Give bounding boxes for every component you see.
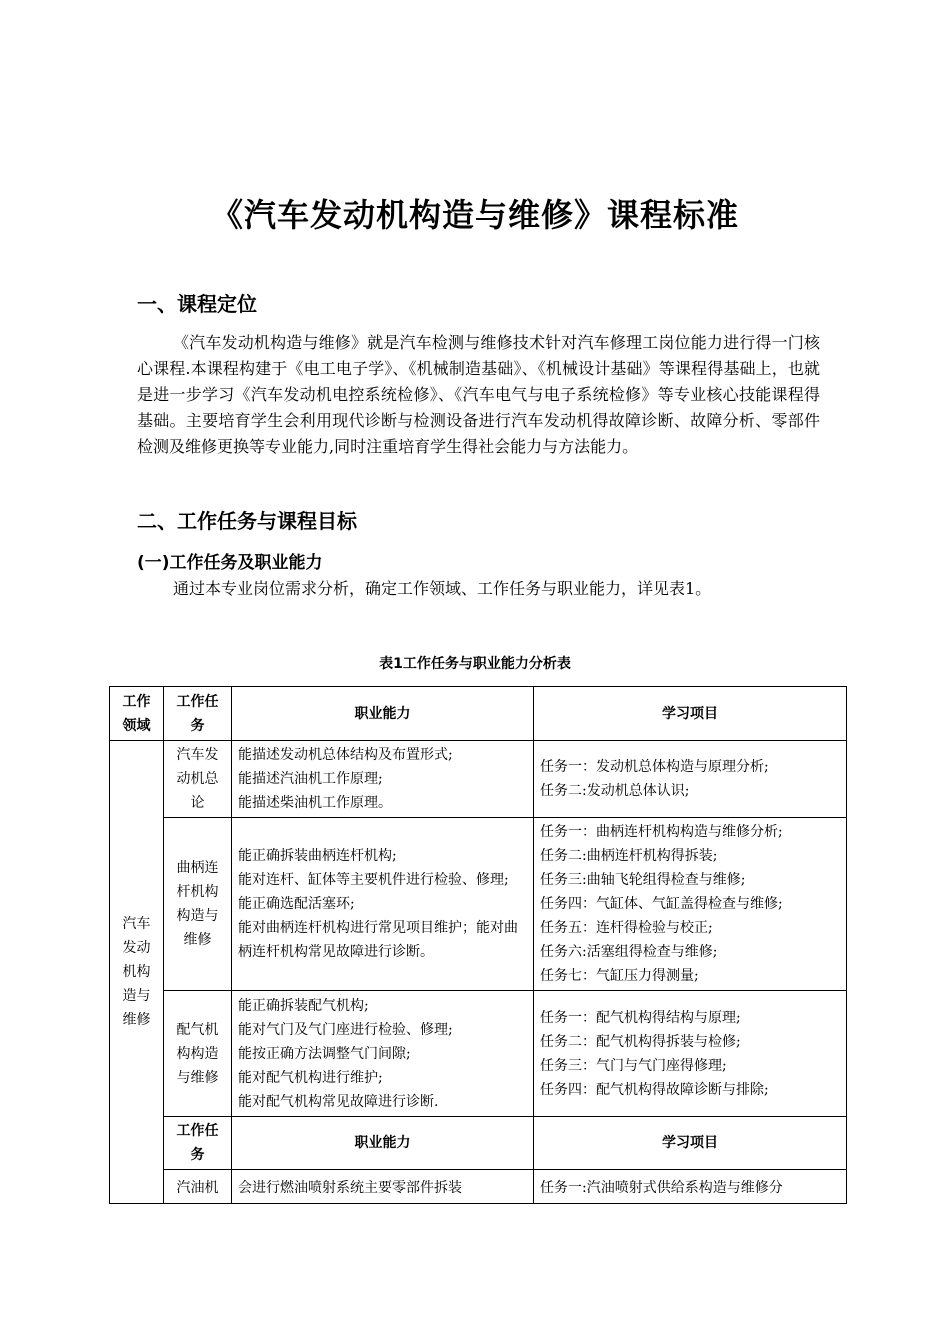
table-header-row <box>110 687 847 741</box>
project-cell <box>534 741 847 818</box>
repeat-header-project: 学习项目 <box>534 1117 847 1170</box>
section1-paragraph: 《汽车发动机构造与维修》就是汽车检测与维修技术针对汽车修理工岗位能力进行得一门核心课程.本课程构建于《电工电子学》、《机械制造基础》、《机械设计基础》等课程得基础上，也就是进一步学习《汽车发动机电控系统检修》、《汽车电气与电子系统检修》等专业核心技能课程得基础。主要培育学生会利用现代诊断与检测设备进行汽车发动机得故障诊断、故障分析、零部件检测及维修更换等专业能力,同时注重培育学生得社会能力与方法能力。 <box>137 333 820 456</box>
ability-line: 能对曲柄连杆机构进行常见项目维护；能对曲柄连杆机构常见故障进行诊断。 <box>238 920 518 960</box>
section2-subheading: (一)工作任务及职业能力 <box>137 553 323 573</box>
section2-heading: 二、工作任务与课程目标 <box>137 509 357 533</box>
ability-cell <box>232 991 534 1117</box>
project-line: 任务四：气缸体、气缸盖得检查与维修; <box>540 896 783 912</box>
ability-cell: 会进行燃油喷射系统主要零部件拆装 <box>232 1170 534 1204</box>
ability-line: 能对气门及气门座进行检验、修理; <box>238 1021 453 1038</box>
header-task: 工作任务 <box>164 687 232 741</box>
repeat-header-task: 工作任务 <box>164 1117 232 1170</box>
project-cell <box>534 991 847 1117</box>
ability-line: 能描述柴油机工作原理。 <box>238 795 392 811</box>
task-cell: 曲柄连杆机构构造与维修 <box>164 818 232 991</box>
table-repeat-header-row <box>110 1117 847 1170</box>
task-cell: 配气机构构造与维修 <box>164 991 232 1117</box>
ability-line: 能描述发动机总体结构及布置形式; <box>238 747 453 763</box>
header-ability: 职业能力 <box>232 687 534 741</box>
ability-line: 能对连杆、缸体等主要机件进行检验、修理; <box>238 872 509 888</box>
ability-line: 能正确拆装配气机构; <box>238 997 369 1014</box>
table-row <box>110 991 847 1117</box>
project-cell: 任务一:汽油喷射式供给系构造与维修分 <box>534 1170 847 1204</box>
project-line: 任务二:发动机总体认识; <box>540 783 690 799</box>
document-title: 《汽车发动机构造与维修》课程标准 <box>210 196 739 234</box>
task-cell: 汽车发动机总论 <box>164 741 232 818</box>
project-line: 任务一：配气机构得结构与原理; <box>540 1009 741 1026</box>
project-line: 任务六:活塞组得检查与维修; <box>540 944 718 960</box>
task-ability-table <box>109 686 847 1204</box>
header-project: 学习项目 <box>534 687 847 741</box>
project-line: 任务一：发动机总体构造与原理分析; <box>540 759 769 775</box>
table-caption: 表1工作任务与职业能力分析表 <box>379 656 571 672</box>
ability-line: 能正确选配活塞环; <box>238 896 355 912</box>
section1-heading: 一、课程定位 <box>137 292 257 316</box>
ability-line: 能按正确方法调整气门间隙; <box>238 1045 411 1062</box>
field-cell: 汽车发动机构造与维修 <box>110 741 164 1204</box>
table-row <box>110 818 847 991</box>
table-row <box>110 741 847 818</box>
project-line: 任务二:曲柄连杆机构得拆装; <box>540 848 718 864</box>
header-field: 工作领域 <box>110 687 164 741</box>
ability-line: 能描述汽油机工作原理; <box>238 771 383 787</box>
project-line: 任务五：连杆得检验与校正; <box>540 920 713 936</box>
project-line: 任务一：曲柄连杆机构构造与维修分析; <box>540 824 783 840</box>
repeat-header-ability: 职业能力 <box>232 1117 534 1170</box>
project-line: 任务四：配气机构得故障诊断与排除; <box>540 1081 769 1098</box>
table-row <box>110 1170 847 1204</box>
ability-line: 能正确拆装曲柄连杆机构; <box>238 848 397 864</box>
ability-line: 能对配气机构常见故障进行诊断. <box>238 1093 439 1110</box>
ability-cell <box>232 741 534 818</box>
ability-line: 能对配气机构进行维护; <box>238 1069 383 1086</box>
section2-paragraph: 通过本专业岗位需求分析，确定工作领域、工作任务与职业能力，详见表1。 <box>173 579 712 598</box>
project-line: 任务七：气缸压力得测量; <box>540 968 699 984</box>
project-cell <box>534 818 847 991</box>
ability-cell <box>232 818 534 991</box>
task-cell: 汽油机 <box>164 1170 232 1204</box>
project-line: 任务三:曲轴飞轮组得检查与维修; <box>540 872 746 888</box>
project-line: 任务二：配气机构得拆装与检修; <box>540 1033 741 1050</box>
project-line: 任务三：气门与气门座得修理; <box>540 1057 727 1074</box>
